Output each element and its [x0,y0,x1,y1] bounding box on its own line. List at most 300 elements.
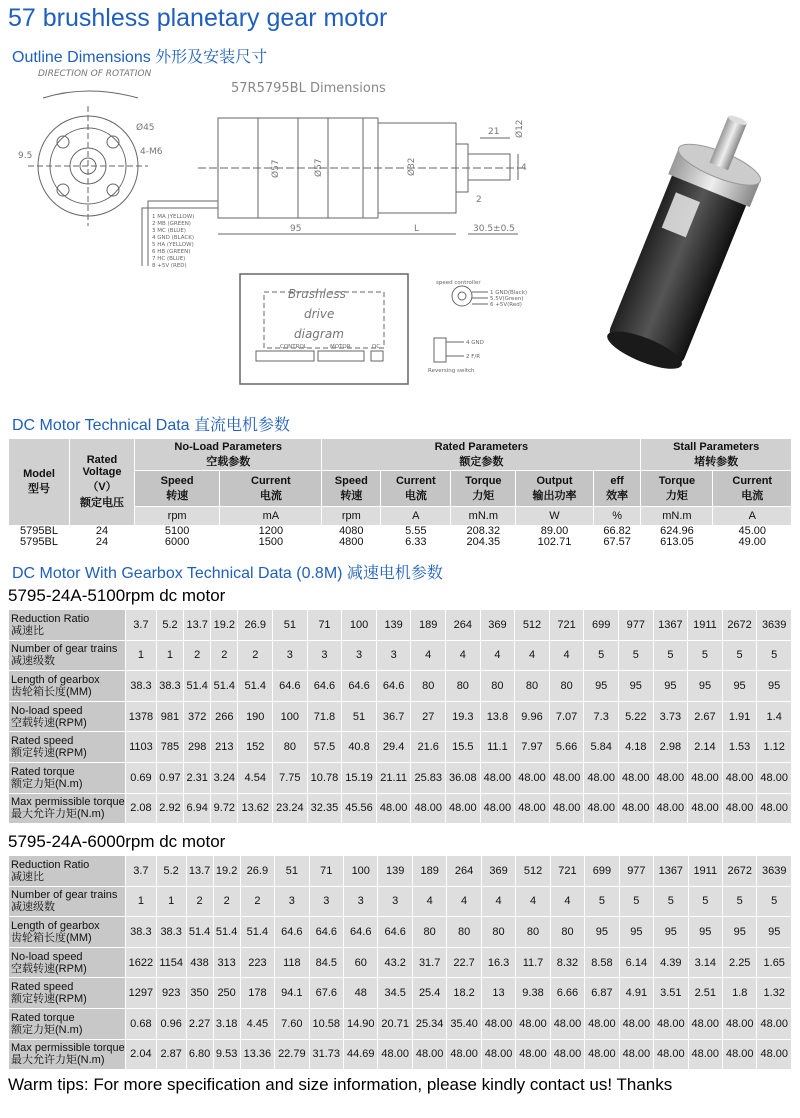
table-cell: 2 [213,886,240,917]
gearbox-table-6000 [8,855,792,1070]
row-label: Rated speed 额定转速(RPM) [9,732,126,763]
table-cell: 190 [238,701,273,732]
table-cell: 372 [184,701,211,732]
table-cell: 100 [342,610,377,641]
row-label: Rated torque 额定力矩(N.m) [9,762,126,793]
table-cell: 264 [447,856,481,887]
table-row [9,701,792,732]
col-header: Output 输出功率 [516,471,594,507]
table-cell: 4 [549,640,584,671]
table-cell: 139 [378,856,412,887]
table-cell: 27 [411,701,446,732]
switch-wire-label: 2 F/R [466,354,481,360]
table-cell: 48.00 [376,793,411,824]
table-cell: 2.51 [688,978,722,1009]
table-cell: 35.40 [447,1008,481,1039]
table-cell: 48.00 [481,1039,515,1070]
table-cell: 80 [446,671,481,702]
table-cell: 1911 [688,856,722,887]
table-cell: 48.00 [688,1039,722,1070]
table-row [9,1008,792,1039]
table-row [9,917,792,948]
table-cell: 7.75 [273,762,308,793]
table-cell: 6.80 [186,1039,213,1070]
table-cell: 45.56 [342,793,377,824]
unit-cell: A [713,507,792,526]
table-row [9,671,792,702]
table-cell: 1200 [220,526,322,538]
table-cell: 2 [186,886,213,917]
table-cell: 48.00 [654,1039,688,1070]
table-cell: 51.4 [213,917,240,948]
table-cell: 624.96 [641,526,713,538]
table-cell: 48.00 [411,793,446,824]
dim-label: Ø45 [136,123,155,133]
speed-wire-label: 5.5V(Green) [490,296,524,302]
table-cell: 2 [211,640,238,671]
table-cell: 3.73 [653,701,688,732]
table-cell: 48.00 [688,762,723,793]
table-cell: 4800 [322,537,381,548]
table-cell: 1 [156,640,183,671]
table-cell: 95 [757,671,792,702]
table-cell: 100 [344,856,378,887]
table-cell: 9.53 [213,1039,240,1070]
table-row [9,762,792,793]
table-row [9,1039,792,1070]
gearbox-table-5100 [8,609,792,824]
table-cell: 7.3 [584,701,619,732]
table-cell: 23.24 [273,793,308,824]
table-cell: 80 [550,917,584,948]
table-cell: 2.67 [688,701,723,732]
table-cell: 80 [515,671,550,702]
table-cell: 4.18 [618,732,653,763]
table-cell: 48.00 [618,762,653,793]
table-cell: 13.7 [184,610,211,641]
table-cell: 64.6 [378,917,412,948]
table-cell: 15.19 [342,762,377,793]
table-cell: 71.8 [307,701,342,732]
table-cell: 36.08 [446,762,481,793]
row-label: Max permissible torque 最大允许力矩(N.m) [9,1039,126,1070]
table-cell: 4.45 [240,1008,274,1039]
motor-photo [585,100,790,390]
table-cell: 44.69 [344,1039,378,1070]
table-cell: 512 [516,856,550,887]
unit-cell: A [381,507,451,526]
table-cell: 5.55 [381,526,451,538]
table-cell: 13.8 [480,701,515,732]
unit-cell: rpm [322,507,381,526]
table-cell: 4 [515,640,550,671]
table-cell: 20.71 [378,1008,412,1039]
wire-label: 2 MB (GREEN) [152,221,191,227]
table-cell: 2.31 [184,762,211,793]
wire-label: 7 HC (BLUE) [152,256,186,262]
table-cell: 21.11 [376,762,411,793]
table-cell: 4 [481,886,515,917]
dim-label: 95 [290,224,302,234]
table-cell: 721 [550,856,584,887]
wire-label: 8 +5V (RED) [152,263,187,269]
col-header: Current 电流 [713,471,792,507]
table-cell: 48.00 [618,793,653,824]
table-cell: 102.71 [516,537,594,548]
wire-label: 5 HA (YELLOW) [152,242,194,248]
table-cell: 80 [273,732,308,763]
table-cell: 13.36 [240,1039,274,1070]
table-cell: 25.4 [412,978,446,1009]
col-header: Current 电流 [381,471,451,507]
table-row [9,640,792,671]
table-cell: 785 [156,732,183,763]
table-cell: 25.83 [411,762,446,793]
table-cell: 95 [653,671,688,702]
table-cell: 80 [447,917,481,948]
table-cell: 3.14 [688,947,722,978]
wire-label: 4 GND (BLACK) [152,235,194,241]
table-cell: 208.32 [451,526,516,538]
table-cell: 80 [481,917,515,948]
table-cell: 2672 [722,610,757,641]
table-cell: 2.25 [723,947,757,978]
table-cell: 2.08 [126,793,157,824]
table-cell: 3 [344,886,378,917]
table-cell: 0.96 [156,1008,186,1039]
table-cell: 4 [412,886,446,917]
table-cell: 48.00 [757,793,792,824]
table-cell: 95 [757,917,792,948]
table-cell: 51.4 [238,671,273,702]
stall-group-header: Stall Parameters 堵转参数 [641,439,792,471]
dim-label: 4 [521,163,527,173]
table-cell: 313 [213,947,240,978]
row-label: Length of gearbox 齿轮箱长度(MM) [9,671,126,702]
table-cell: 1.65 [757,947,792,978]
table-cell: 3.7 [126,856,157,887]
table-cell: 48.00 [447,1039,481,1070]
table-cell: 6.94 [184,793,211,824]
row-label: Length of gearbox 齿轮箱长度(MM) [9,917,126,948]
table-cell: 64.6 [275,917,309,948]
table-cell: 48.00 [723,1039,757,1070]
table-cell: 71 [307,610,342,641]
table-cell: 64.6 [309,917,343,948]
table-cell: 5.2 [156,610,183,641]
table-cell: 7.60 [275,1008,309,1039]
table-cell: 95 [722,671,757,702]
table-cell: 3 [378,886,412,917]
table-cell: 13 [481,978,515,1009]
table-cell: 6000 [135,537,220,548]
table-cell: 40.8 [342,732,377,763]
page-title: 57 brushless planetary gear motor [8,4,388,32]
drive-label: Brushless [288,287,346,301]
table-cell: 48.00 [584,793,619,824]
table-cell: 31.7 [412,947,446,978]
table-cell: 48.00 [516,1008,550,1039]
table-cell: 3.18 [213,1008,240,1039]
table-cell: 0.69 [126,762,157,793]
table-cell: 2 [240,886,274,917]
table-cell: 95 [723,917,757,948]
table-cell: 95 [619,917,653,948]
table-cell: 10.78 [307,762,342,793]
table-cell: 1.8 [723,978,757,1009]
dc-label: DC [372,344,381,350]
table-cell: 95 [654,917,688,948]
wire-label: 3 MC (BLUE) [152,228,186,234]
direction-label: DIRECTION OF ROTATION [38,69,152,79]
wire-label: 6 HB (GREEN) [152,249,191,255]
table-cell: 1.12 [757,732,792,763]
table-cell: 5.22 [618,701,653,732]
dim-label: Ø57 [314,158,324,177]
table-cell: 38.3 [156,917,186,948]
table-cell: 5 [757,886,792,917]
table-cell: 1911 [688,610,723,641]
table-cell: 266 [211,701,238,732]
table-cell: 48.00 [446,793,481,824]
table-cell: 977 [618,610,653,641]
table-cell: 24 [70,526,135,538]
table-cell: 48.00 [480,793,515,824]
voltage-header: Rated Voltage （V） 额定电压 [70,439,135,526]
table-cell: 223 [240,947,274,978]
table-cell: 60 [344,947,378,978]
table-cell: 67.57 [593,537,641,548]
table-cell: 48 [344,978,378,1009]
row-label: No-load speed 空载转速(RPM) [9,701,126,732]
table-cell: 981 [156,701,183,732]
table-cell: 48.00 [480,762,515,793]
table-cell: 2672 [723,856,757,887]
table-cell: 1103 [126,732,157,763]
table-cell: 48.00 [549,762,584,793]
table-cell: 5 [722,640,757,671]
table-cell: 19.2 [211,610,238,641]
table-cell: 5 [618,640,653,671]
table-cell: 5 [619,886,653,917]
table-cell: 8.58 [585,947,619,978]
table-cell: 48.00 [757,1039,792,1070]
row-label: Number of gear trains 减速级数 [9,886,126,917]
table-cell: 4 [411,640,446,671]
table-cell: 2.14 [688,732,723,763]
table-cell: 2.27 [186,1008,213,1039]
table-cell: 25.34 [412,1008,446,1039]
table-cell: 19.3 [446,701,481,732]
table-cell: 923 [156,978,186,1009]
table-cell: 64.6 [273,671,308,702]
table-cell: 36.7 [376,701,411,732]
table-cell: 4080 [322,526,381,538]
table-cell: 100 [273,701,308,732]
table-cell: 94.1 [275,978,309,1009]
unit-cell: mN.m [451,507,516,526]
table-cell: 3639 [757,856,792,887]
table-cell: 2.98 [653,732,688,763]
table-cell: 5.2 [156,856,186,887]
model-header: Model 型号 [9,439,70,526]
motor-label: MOTOR [330,344,351,350]
table-cell: 298 [184,732,211,763]
table-cell: 10.58 [309,1008,343,1039]
table-cell: 9.38 [516,978,550,1009]
table-row [9,856,792,887]
table-cell: 16.3 [481,947,515,978]
table-cell: 26.9 [238,610,273,641]
table-cell: 48.00 [585,1039,619,1070]
table-cell: 4 [480,640,515,671]
row-label: Reduction Ratio 减速比 [9,856,126,887]
table-cell: 5795BL [9,537,70,548]
row-label: No-load speed 空载转速(RPM) [9,947,126,978]
table-cell: 3 [376,640,411,671]
table-cell: 89.00 [516,526,594,538]
dim-label: 30.5±0.5 [473,224,515,234]
table-cell: 21.6 [411,732,446,763]
gearbox-section-heading: DC Motor With Gearbox Technical Data (0.8M) 减速电机参数 [12,565,443,582]
table-cell: 57.5 [307,732,342,763]
table-cell: 152 [238,732,273,763]
gearbox-table-title: 5795-24A-5100rpm dc motor [8,586,226,605]
table-cell: 38.3 [126,671,157,702]
table-cell: 1 [156,886,186,917]
table-row [9,978,792,1009]
table-cell: 48.00 [515,762,550,793]
table-cell: 48.00 [619,1039,653,1070]
speed-controller-label: speed controller [436,280,481,286]
row-label: Number of gear trains 减速级数 [9,640,126,671]
table-cell: 1622 [126,947,157,978]
table-cell: 1500 [220,537,322,548]
table-cell: 49.00 [713,537,792,548]
table-cell: 64.6 [376,671,411,702]
table-cell: 977 [619,856,653,887]
dim-label: 21 [488,127,500,137]
table-row [9,732,792,763]
table-cell: 350 [186,978,213,1009]
gearbox-table-title: 5795-24A-6000rpm dc motor [8,832,226,851]
dimension-drawing [18,66,558,406]
table-cell: 6.87 [585,978,619,1009]
table-cell: 38.3 [156,671,183,702]
table-cell: 51 [342,701,377,732]
table-cell: 438 [186,947,213,978]
speed-wire-label: 6 +5V(Red) [490,302,522,308]
table-cell: 3.7 [126,610,157,641]
dims-title: 57R5795BL Dimensions [231,81,386,96]
table-cell: 64.6 [342,671,377,702]
dim-label: Ø32 [407,157,417,176]
table-cell: 1367 [654,856,688,887]
table-cell: 5 [688,886,722,917]
table-cell: 95 [618,671,653,702]
table-cell: 1.32 [757,978,792,1009]
table-cell: 721 [549,610,584,641]
table-cell: 48.00 [723,1008,757,1039]
table-cell: 95 [585,917,619,948]
table-cell: 118 [275,947,309,978]
table-cell: 5100 [135,526,220,538]
table-cell: 22.7 [447,947,481,978]
table-cell: 0.97 [156,762,183,793]
table-cell: 31.73 [309,1039,343,1070]
table-cell: 189 [412,856,446,887]
unit-cell: rpm [135,507,220,526]
table-cell: 80 [412,917,446,948]
control-label: CONTROL [280,344,307,350]
wire-label: 1 MA (YELLOW) [152,214,195,220]
dim-label: L [414,224,420,234]
table-cell: 14.90 [344,1008,378,1039]
table-cell: 48.00 [653,793,688,824]
table-cell: 512 [515,610,550,641]
table-cell: 1 [126,886,157,917]
dim-label: 2 [476,195,482,205]
table-cell: 48.00 [515,793,550,824]
table-cell: 64.6 [307,671,342,702]
col-header: Speed 转速 [135,471,220,507]
table-cell: 15.5 [446,732,481,763]
table-cell: 43.2 [378,947,412,978]
table-cell: 9.96 [515,701,550,732]
table-cell: 2.92 [156,793,183,824]
table-cell: 48.00 [516,1039,550,1070]
table-cell: 1297 [126,978,157,1009]
table-cell: 13.7 [186,856,213,887]
table-cell: 1154 [156,947,186,978]
table-cell: 48.00 [688,793,723,824]
table-cell: 32.35 [307,793,342,824]
table-cell: 29.4 [376,732,411,763]
table-row [9,886,792,917]
dim-label: 9.5 [18,151,33,161]
table-cell: 51.4 [184,671,211,702]
table-cell: 48.00 [550,1039,584,1070]
table-cell: 71 [309,856,343,887]
table-cell: 1.91 [722,701,757,732]
table-cell: 369 [481,856,515,887]
table-cell: 48.00 [550,1008,584,1039]
table-cell: 178 [240,978,274,1009]
table-cell: 95 [688,917,722,948]
table-cell: 3 [275,886,309,917]
table-cell: 5 [653,640,688,671]
table-cell: 1.53 [722,732,757,763]
table-cell: 51.4 [186,917,213,948]
table-cell: 51.4 [240,917,274,948]
table-cell: 4 [550,886,584,917]
table-cell: 9.72 [211,793,238,824]
row-label: Rated torque 额定力矩(N.m) [9,1008,126,1039]
table-row [9,947,792,978]
table-row [9,793,792,824]
table-cell: 6.14 [619,947,653,978]
table-cell: 6.33 [381,537,451,548]
table-cell: 48.00 [722,793,757,824]
table-cell: 0.68 [126,1008,157,1039]
col-header: Current 电流 [220,471,322,507]
table-cell: 48.00 [412,1039,446,1070]
table-cell: 5 [757,640,792,671]
table-cell: 48.00 [585,1008,619,1039]
table-cell: 189 [411,610,446,641]
table-cell: 5.84 [584,732,619,763]
table-cell: 95 [584,671,619,702]
